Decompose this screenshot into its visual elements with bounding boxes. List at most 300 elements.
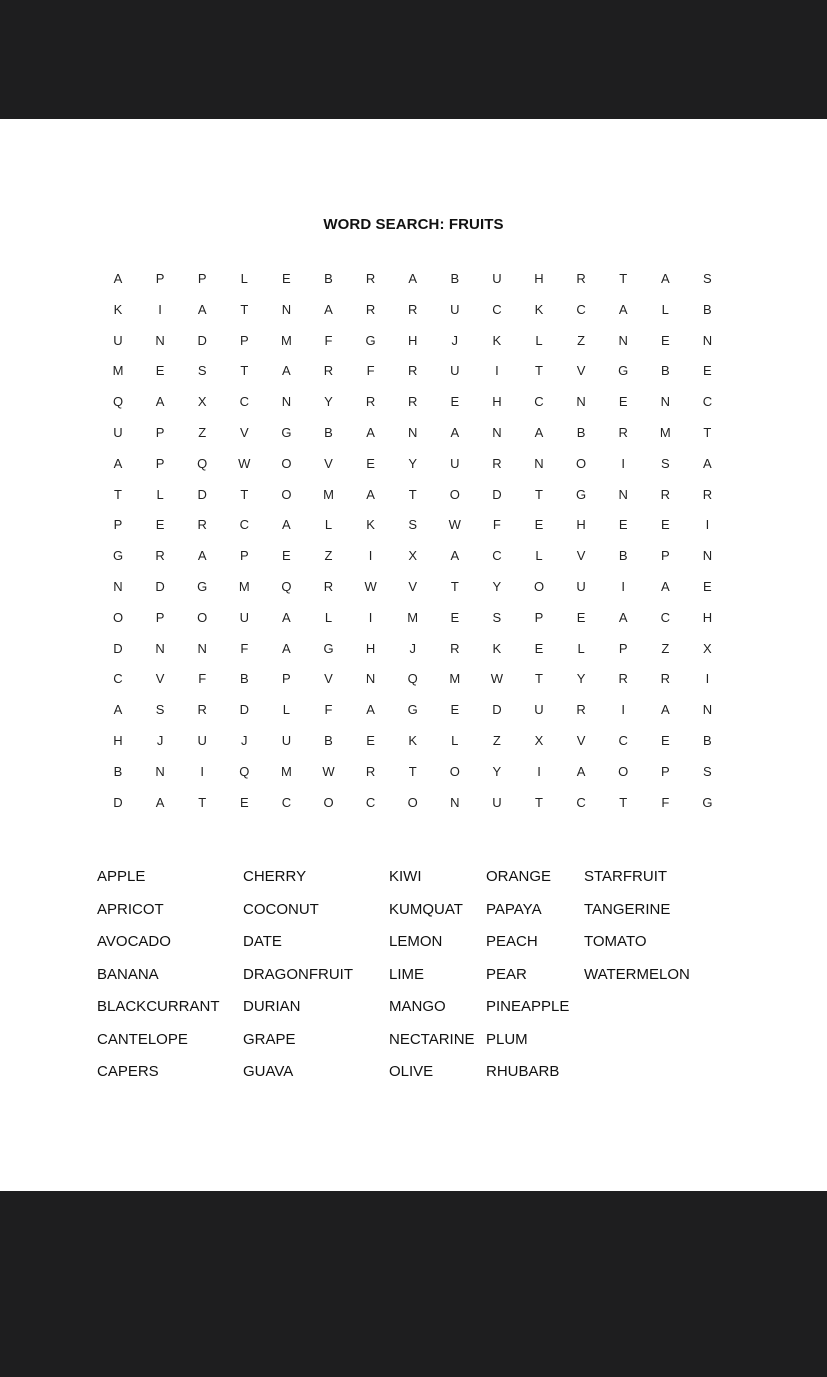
grid-letter: Q [197, 455, 208, 471]
grid-letter: R [660, 486, 670, 502]
grid-letter: O [576, 455, 587, 471]
grid-letter: E [576, 609, 586, 625]
grid-row [97, 762, 737, 782]
grid-letter: E [155, 363, 165, 379]
grid-letter: U [450, 301, 460, 317]
grid-letter: T [408, 486, 417, 502]
grid-letter: R [155, 548, 165, 564]
grid-letter: Y [492, 763, 502, 779]
grid-letter: H [534, 271, 544, 286]
grid-letter: A [113, 455, 123, 471]
grid-row [97, 515, 737, 535]
grid-letter: G [702, 794, 713, 810]
grid-letter: N [197, 640, 207, 656]
grid-letter: A [366, 486, 375, 502]
grid-letter: R [407, 301, 418, 317]
grid-row [97, 577, 737, 597]
grid-letter: A [197, 301, 207, 317]
grid-letter: I [368, 609, 373, 625]
grid-letter: L [156, 486, 164, 502]
grid-letter: Q [239, 763, 250, 779]
grid-letter: A [618, 301, 628, 317]
grid-letter: P [282, 671, 291, 687]
grid-letter: E [450, 702, 460, 718]
grid-letter: C [534, 394, 544, 410]
grid-letter: G [323, 640, 334, 656]
grid-letter: M [449, 671, 461, 687]
grid-letter: K [534, 301, 544, 317]
grid-letter: F [324, 702, 333, 718]
grid-letter: P [155, 609, 165, 625]
grid-letter: H [365, 640, 376, 656]
grid-letter: Z [492, 733, 501, 748]
grid-letter: O [112, 609, 124, 625]
grid-letter: R [365, 301, 376, 317]
grid-letter: O [197, 609, 208, 625]
grid-letter: M [280, 763, 292, 779]
grid-letter: B [113, 763, 123, 779]
grid-letter: F [366, 363, 375, 379]
grid-letter: K [492, 640, 502, 656]
grid-letter: A [155, 794, 165, 810]
grid-letter: T [535, 363, 543, 379]
grid-letter: L [324, 609, 333, 625]
grid-letter: H [113, 733, 123, 748]
grid-letter: R [407, 394, 418, 410]
grid-letter: E [366, 733, 375, 748]
grid-row [97, 700, 737, 720]
grid-letter: B [324, 271, 333, 286]
grid-letter: E [450, 394, 460, 410]
grid-letter: Y [408, 455, 418, 471]
grid-letter: R [197, 517, 207, 533]
grid-letter: A [366, 425, 375, 440]
worksheet-page [0, 119, 827, 1191]
word-list-item: LIME [389, 965, 425, 983]
grid-letter: B [576, 425, 586, 440]
grid-letter: K [366, 517, 375, 533]
grid-letter: P [239, 548, 249, 564]
grid-letter: L [577, 640, 585, 656]
grid-letter: F [492, 517, 501, 533]
page-title: WORD SEARCH: FRUITS [323, 216, 504, 233]
grid-letter: R [407, 363, 418, 379]
grid-row [97, 485, 737, 505]
grid-letter: P [660, 548, 670, 564]
grid-letter: E [534, 640, 544, 656]
grid-letter: E [450, 609, 460, 625]
grid-row [97, 639, 737, 659]
grid-letter: R [365, 763, 376, 779]
grid-letter: R [492, 455, 502, 471]
grid-letter: C [239, 394, 249, 410]
grid-letter: X [408, 548, 418, 564]
grid-row [97, 608, 737, 628]
word-list [0, 867, 827, 1097]
grid-letter: Z [661, 640, 670, 656]
grid-letter: T [408, 763, 417, 779]
grid-letter: E [366, 455, 375, 471]
grid-letter: P [660, 763, 670, 779]
grid-letter: B [450, 271, 460, 286]
grid-letter: J [156, 733, 164, 748]
grid-letter: T [535, 486, 543, 502]
grid-letter: C [492, 548, 502, 564]
grid-letter: S [197, 363, 207, 379]
grid-letter: E [660, 517, 670, 533]
grid-letter: U [492, 271, 502, 286]
grid-letter: U [534, 702, 544, 718]
word-list-item: KUMQUAT [389, 900, 463, 918]
grid-letter: L [535, 548, 543, 564]
grid-letter: A [282, 640, 291, 656]
grid-letter: U [197, 733, 207, 748]
grid-letter: N [365, 671, 376, 687]
grid-letter: V [576, 548, 586, 564]
grid-letter: O [323, 794, 334, 810]
word-list-item: PEAR [486, 965, 527, 983]
grid-letter: V [239, 425, 249, 440]
grid-letter: K [113, 301, 123, 317]
word-list-item: TANGERINE [584, 900, 671, 918]
grid-letter: L [535, 332, 543, 348]
grid-row [97, 423, 737, 443]
grid-letter: T [619, 794, 628, 810]
grid-letter: A [197, 548, 207, 564]
grid-letter: N [702, 548, 713, 564]
grid-letter: P [197, 271, 207, 286]
grid-letter: O [281, 486, 292, 502]
grid-letter: P [155, 425, 165, 440]
grid-letter: R [450, 640, 460, 656]
grid-letter: X [703, 640, 712, 656]
grid-letter: U [281, 733, 292, 748]
grid-letter: B [324, 425, 333, 440]
grid-letter: E [703, 363, 712, 379]
word-list-item: GUAVA [243, 1063, 294, 1080]
grid-letter: H [407, 332, 418, 348]
grid-letter: N [450, 794, 460, 810]
grid-letter: I [200, 763, 204, 779]
grid-letter: N [155, 763, 165, 779]
grid-letter: Z [324, 548, 333, 564]
grid-letter: R [323, 363, 334, 379]
grid-letter: N [660, 394, 670, 410]
grid-letter: G [281, 425, 292, 440]
grid-letter: Z [577, 332, 586, 348]
grid-letter: S [492, 609, 502, 625]
grid-row [97, 731, 737, 751]
grid-letter: R [365, 271, 376, 286]
grid-letter: R [576, 702, 586, 718]
grid-letter: A [450, 425, 460, 440]
grid-letter: C [576, 794, 586, 810]
word-list-item: RHUBARB [486, 1063, 560, 1080]
grid-letter: A [113, 271, 123, 286]
grid-letter: N [618, 332, 628, 348]
grid-letter: R [660, 671, 670, 687]
grid-letter: B [618, 548, 628, 564]
grid-letter: B [660, 363, 670, 379]
grid-letter: R [702, 486, 713, 502]
grid-letter: V [576, 363, 586, 379]
grid-letter: O [618, 763, 629, 779]
grid-letter: L [324, 517, 333, 533]
grid-letter: R [197, 702, 207, 718]
grid-letter: M [112, 363, 124, 379]
grid-letter: Z [198, 425, 207, 440]
grid-letter: T [198, 794, 207, 810]
grid-letter: M [238, 579, 250, 594]
grid-row [97, 793, 737, 813]
grid-letter: T [240, 363, 249, 379]
word-list-item: TOMATO [584, 933, 647, 950]
grid-letter: M [659, 425, 671, 440]
word-list-item: PAPAYA [486, 900, 542, 918]
grid-letter: T [535, 794, 543, 810]
grid-letter: D [492, 486, 502, 502]
grid-letter: R [576, 271, 586, 286]
grid-letter: F [661, 794, 670, 810]
word-list-item: DURIAN [243, 998, 301, 1015]
grid-letter: T [240, 301, 249, 317]
grid-letter: J [451, 332, 459, 348]
grid-row [97, 269, 737, 289]
grid-letter: V [576, 733, 586, 748]
grid-letter: P [534, 609, 544, 625]
grid-letter: E [534, 517, 544, 533]
word-list-item: ORANGE [486, 868, 552, 885]
grid-letter: I [621, 579, 625, 594]
word-list-item: PINEAPPLE [486, 998, 570, 1015]
grid-letter: T [535, 671, 543, 687]
word-list-item: AVOCADO [97, 933, 171, 950]
grid-letter: U [450, 455, 460, 471]
grid-letter: A [450, 548, 460, 564]
grid-letter: N [576, 394, 586, 410]
grid-letter: S [660, 455, 670, 471]
grid-letter: N [281, 301, 292, 317]
grid-letter: H [576, 517, 586, 533]
word-list-item: CAPERS [97, 1063, 159, 1080]
grid-letter: A [113, 702, 123, 718]
grid-letter: Q [112, 394, 124, 410]
grid-letter: J [409, 640, 416, 656]
grid-letter: X [197, 394, 207, 410]
grid-letter: G [197, 579, 208, 594]
grid-letter: E [618, 394, 628, 410]
grid-letter: C [702, 394, 713, 410]
grid-letter: D [197, 486, 207, 502]
grid-letter: W [322, 763, 335, 779]
grid-letter: N [492, 425, 502, 440]
grid-letter: C [281, 794, 292, 810]
grid-letter: E [282, 548, 291, 564]
grid-letter: P [155, 455, 165, 471]
grid-letter: U [113, 332, 123, 348]
grid-letter: H [492, 394, 502, 410]
grid-letter: U [450, 363, 460, 379]
grid-letter: D [239, 702, 249, 718]
grid-letter: Y [576, 671, 586, 687]
grid-letter: C [113, 671, 123, 687]
grid-letter: A [155, 394, 165, 410]
grid-letter: X [534, 733, 544, 748]
grid-letter: G [407, 702, 418, 718]
grid-letter: A [324, 301, 333, 317]
grid-letter: I [621, 455, 625, 471]
grid-letter: S [703, 763, 712, 779]
grid-letter: I [368, 548, 373, 564]
grid-letter: F [240, 640, 249, 656]
grid-letter: I [495, 363, 499, 379]
grid-letter: M [323, 486, 334, 502]
grid-letter: Y [324, 394, 333, 410]
grid-letter: Q [407, 671, 418, 687]
grid-letter: A [534, 425, 544, 440]
grid-letter: N [407, 425, 418, 440]
grid-letter: U [492, 794, 502, 810]
grid-letter: B [703, 733, 712, 748]
grid-letter: P [113, 517, 123, 533]
grid-letter: B [703, 301, 712, 317]
grid-letter: G [365, 332, 376, 348]
grid-letter: W [238, 455, 251, 471]
word-list-item: KIWI [389, 868, 422, 885]
grid-letter: A [576, 763, 586, 779]
word-list-item: PLUM [486, 1030, 528, 1048]
grid-letter: C [576, 301, 586, 317]
grid-letter: W [448, 517, 461, 533]
grid-letter: N [155, 640, 165, 656]
grid-letter: U [113, 425, 123, 440]
grid-letter: I [158, 301, 162, 317]
grid-letter: T [450, 579, 459, 594]
grid-letter: A [282, 363, 291, 379]
grid-letter: V [408, 579, 418, 594]
grid-letter: L [240, 271, 248, 286]
grid-letter: F [198, 671, 207, 687]
grid-letter: T [619, 271, 628, 286]
grid-letter: A [282, 517, 291, 533]
grid-row [97, 546, 737, 566]
word-list-item: STARFRUIT [584, 868, 668, 885]
word-list-item: COCONUT [243, 900, 319, 918]
grid-letter: N [702, 332, 713, 348]
grid-letter: E [239, 794, 249, 810]
grid-letter: C [660, 609, 670, 625]
grid-letter: P [155, 271, 165, 286]
grid-letter: N [113, 579, 123, 594]
grid-row [97, 454, 737, 474]
grid-letter: Q [281, 579, 292, 594]
grid-letter: B [324, 733, 333, 748]
grid-letter: N [281, 394, 292, 410]
grid-letter: C [492, 301, 502, 317]
grid-letter: A [408, 271, 418, 286]
grid-letter: R [618, 671, 628, 687]
grid-letter: T [240, 486, 249, 502]
grid-letter: V [324, 671, 333, 687]
word-list-item: GRAPE [243, 1030, 296, 1048]
grid-letter: D [155, 579, 165, 594]
word-list-item: CANTELOPE [97, 1030, 188, 1048]
grid-letter: O [449, 763, 460, 779]
grid-letter: G [618, 363, 629, 379]
grid-row [97, 300, 737, 320]
grid-letter: K [492, 332, 502, 348]
grid-letter: N [702, 702, 713, 718]
grid-letter: G [112, 548, 124, 564]
grid-letter: E [660, 733, 670, 748]
grid-letter: D [492, 702, 502, 718]
grid-letter: A [618, 609, 628, 625]
grid-letter: H [702, 609, 713, 625]
word-list-item: PEACH [486, 933, 538, 950]
grid-letter: A [660, 271, 670, 286]
grid-row [97, 361, 737, 381]
grid-letter: C [239, 517, 249, 533]
grid-letter: F [324, 332, 333, 348]
grid-letter: P [618, 640, 628, 656]
word-list-item: CHERRY [243, 868, 307, 885]
word-list-item: APRICOT [97, 900, 164, 918]
grid-letter: E [660, 332, 670, 348]
grid-letter: I [537, 763, 541, 779]
grid-letter: W [490, 671, 504, 687]
grid-letter: U [576, 579, 586, 594]
grid-letter: A [366, 702, 375, 718]
grid-letter: L [451, 733, 459, 748]
grid-letter: O [533, 579, 545, 594]
grid-letter: O [281, 455, 292, 471]
grid-letter: E [282, 271, 291, 286]
grid-letter: V [324, 455, 333, 471]
grid-letter: S [408, 517, 418, 533]
grid-letter: S [703, 271, 712, 286]
word-list-item: DRAGONFRUIT [243, 965, 353, 983]
grid-letter: N [618, 486, 628, 502]
grid-row [97, 331, 737, 351]
grid-letter: D [197, 332, 207, 348]
grid-letter: L [282, 702, 290, 718]
grid-row [97, 392, 737, 412]
word-list-item: LEMON [389, 933, 443, 950]
word-list-item: OLIVE [389, 1063, 434, 1080]
grid-letter: I [705, 517, 710, 533]
grid-row [97, 669, 737, 689]
grid-letter: I [621, 702, 625, 718]
grid-letter: I [705, 671, 710, 687]
grid-letter: E [155, 517, 165, 533]
grid-letter: T [703, 425, 712, 440]
grid-letter: N [534, 455, 544, 471]
grid-letter: W [364, 579, 377, 594]
grid-letter: R [365, 394, 376, 410]
grid-letter: M [407, 609, 419, 625]
grid-letter: Y [492, 579, 502, 594]
grid-letter: C [618, 733, 628, 748]
word-list-item: APPLE [97, 868, 146, 885]
grid-letter: D [113, 640, 123, 656]
grid-letter: U [239, 609, 249, 625]
grid-letter: A [660, 579, 670, 594]
word-list-item: MANGO [389, 998, 446, 1015]
word-list-item: NECTARINE [389, 1030, 475, 1048]
grid-letter: C [365, 794, 376, 810]
word-list-item: BANANA [97, 965, 159, 983]
word-list-item: BLACKCURRANT [97, 998, 220, 1015]
